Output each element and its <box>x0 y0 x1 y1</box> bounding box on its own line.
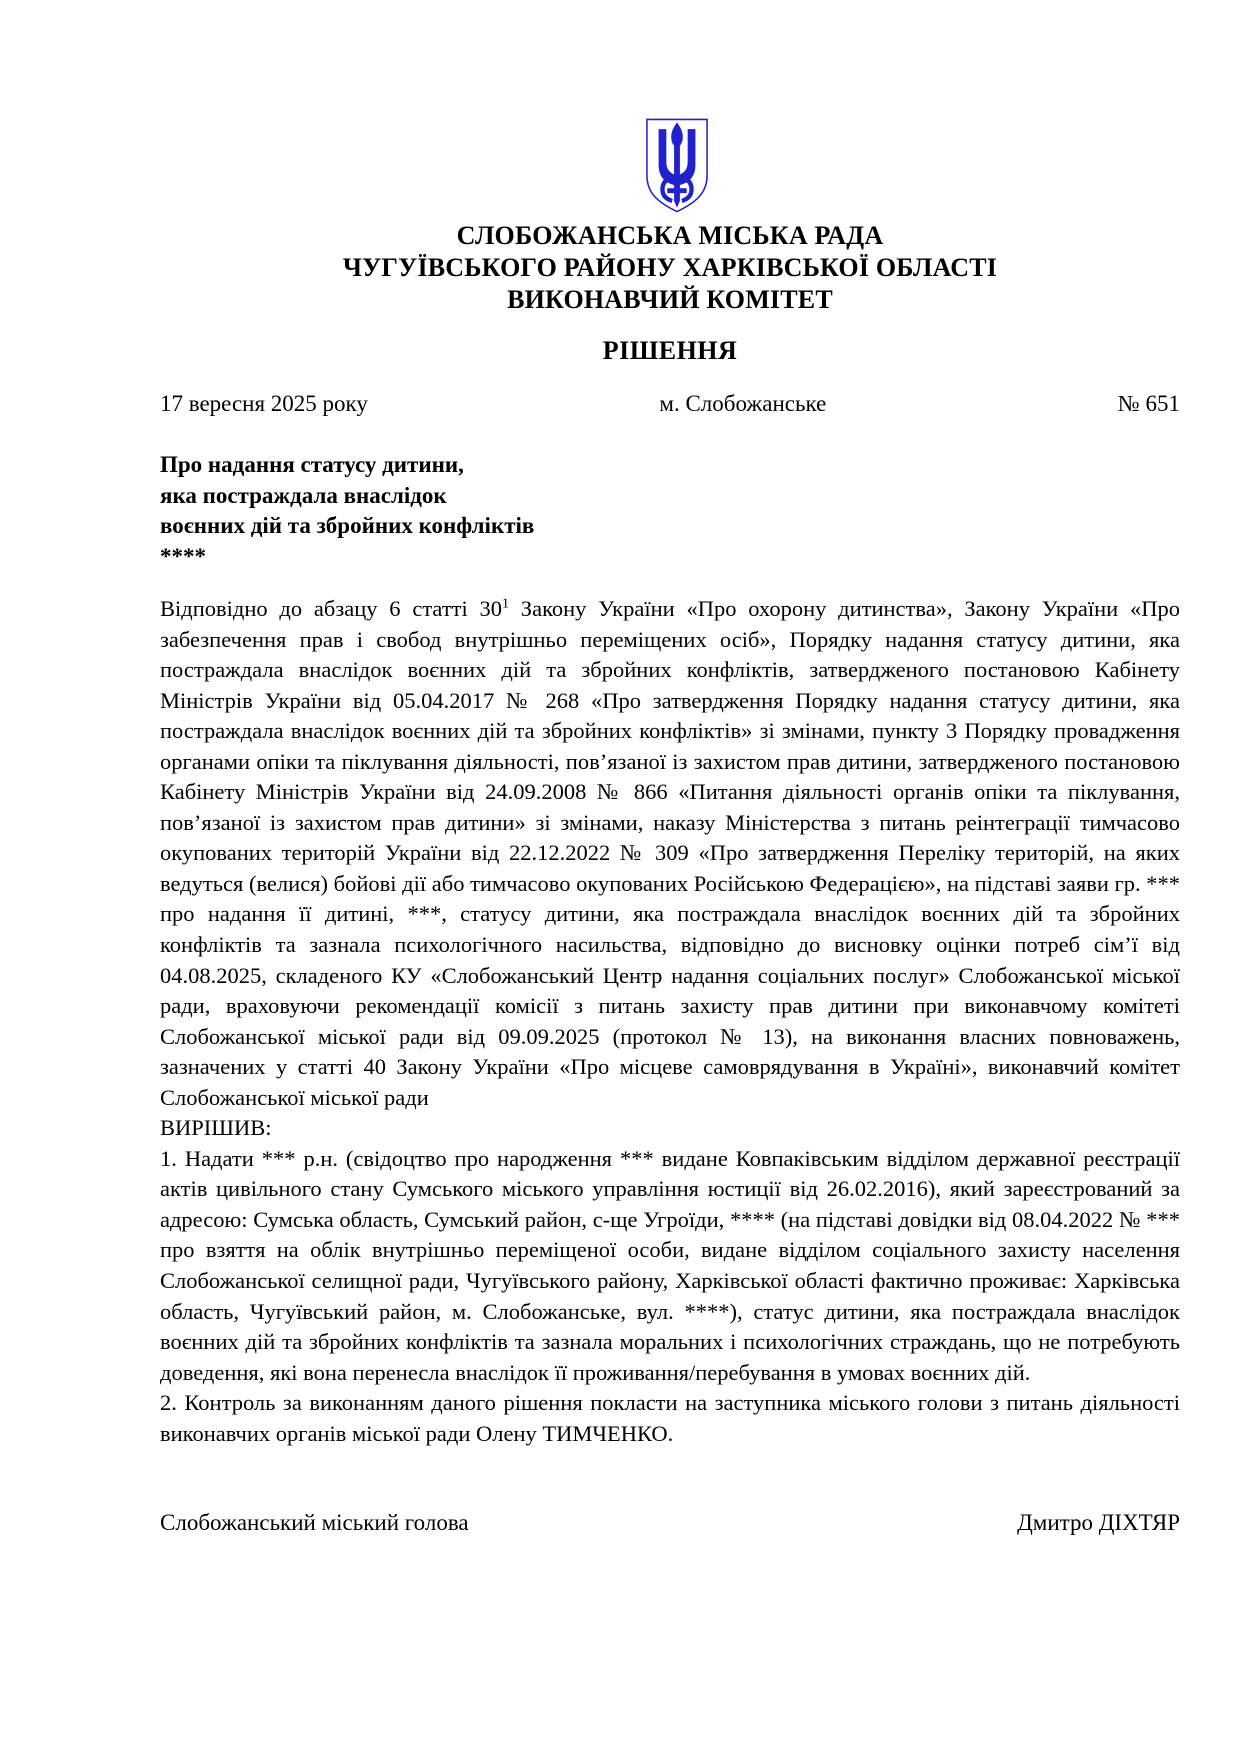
doc-place: м. Слобожанське <box>659 391 827 416</box>
subject-line-3: воєнних дій та збройних конфліктів <box>160 513 535 538</box>
ukraine-trident-emblem <box>645 117 709 215</box>
body-block <box>160 594 1180 1449</box>
org-name-block <box>160 220 1180 316</box>
subject-line-2: яка постраждала внаслідок <box>160 482 447 508</box>
signature-row <box>160 1510 1180 1536</box>
statute-superscript: 1 <box>502 596 510 612</box>
org-line-1: СЛОБОЖАНСЬКА МІСЬКА РАДА <box>456 221 884 250</box>
subject-line-1: Про надання статусу дитини, <box>160 452 464 477</box>
org-line-2: ЧУГУЇВСЬКОГО РАЙОНУ ХАРКІВСЬКОЇ ОБЛАСТІ <box>342 253 998 282</box>
trident-icon <box>645 117 709 215</box>
trident-crossbar <box>667 188 686 193</box>
signature-title: Слобожанський міський голова <box>160 1510 469 1535</box>
resolution-item-2: 2. Контроль за виконанням даного рішення покласти на заступника міського голови з питань діяльності виконавчих органів міської ради Олену ТИМЧЕНКО. <box>160 1390 1180 1446</box>
signature-name: Дмитро ДІХТЯР <box>1017 1510 1180 1535</box>
document-type-title: РІШЕННЯ <box>602 336 738 365</box>
org-line-3: ВИКОНАВЧИЙ КОМІТЕТ <box>507 285 833 314</box>
preamble-text-after-sup: Закону України «Про охорону дитинства», Закону України «Про забезпечення прав і свобод внутрішньо переміщених осіб», Порядку надання статусу дитини, яка постраждала внаслідок воєнних дій та збройних конфліктів, затвердженого постановою Кабінету Міністрів України від 05.04.2017 № 268 «Про затвердження Порядку надання статусу дитини, яка постраждала внаслідок воєнних дій та збройних конфліктів» зі змінами, пункту 3 Порядку провадження органами опіки та піклування діяльності, пов’язаної із захистом прав дитини, затвердженого постановою Кабінету Міністрів України від 24.09.2008 № 866 «Питання діяльності органів опіки та піклування, пов’язаної із захистом прав дитини» зі змінами, наказу Міністерства з питань реінтеграції тимчасово окупованих територій України від 22.12.2022 № 309 «Про затвердження Переліку територій, на яких ведуться (велися) бойові дії або тимчасово окупованих Російською Федерацією», на підставі заяви гр. *** про надання її дитині, ***, статусу дитини, яка постраждала внаслідок воєнних дій та збройних конфліктів та зазнала психологічного насильства, відповідно до висновку оцінки потреб сім’ї від 04.08.2025, складеного КУ «Слобожанський Центр надання соціальних послуг» Слобожанської міської ради, враховуючи рекомендації комісії з питань захисту прав дитини при виконавчому комітеті Слобожанської міської ради від 09.09.2025 (протокол № 13), на виконання власних повноважень, зазначених у статті 40 Закону України «Про місцеве самоврядування в Україні», виконавчий комітет Слобожанської міської ради <box>160 596 1180 1110</box>
doc-number: № 651 <box>1117 391 1180 416</box>
preamble-text-before-sup: Відповідно до абзацу 6 статті 30 <box>160 596 503 621</box>
meta-row <box>160 391 1180 417</box>
preamble-paragraph <box>160 594 1180 1113</box>
doc-date: 17 вересня 2025 року <box>160 391 368 416</box>
resolved-label: ВИРІШИВ: <box>160 1115 272 1141</box>
resolution-item-1: 1. Надати *** р.н. (свідоцтво про народження *** видане Ковпаківським відділом державної реєстрації актів цивільного стану Сумського міського управління юстиції від 26.02.2016), який зареєстрований за адресою: Сумська область, Сумський район, с-ще Угроїди, **** (на підставі довідки від 08.04.2022 № *** про взяття на облік внутрішньо переміщеної особи, видане відділом соціального захисту населення Слобожанської селищної ради, Чугуївського району, Харківської області фактично проживає: Харківська область, Чугуївський район, м. Слобожанське, вул. ****), статус дитини, яка постраждала внаслідок воєнних дій та збройних конфліктів та зазнала моральних і психологічних страждань, що не потребують доведення, які вона перенесла внаслідок її проживання/перебування в умовах воєнних дій. <box>160 1145 1180 1385</box>
subject-block <box>160 450 800 572</box>
subject-line-4: **** <box>160 543 206 569</box>
